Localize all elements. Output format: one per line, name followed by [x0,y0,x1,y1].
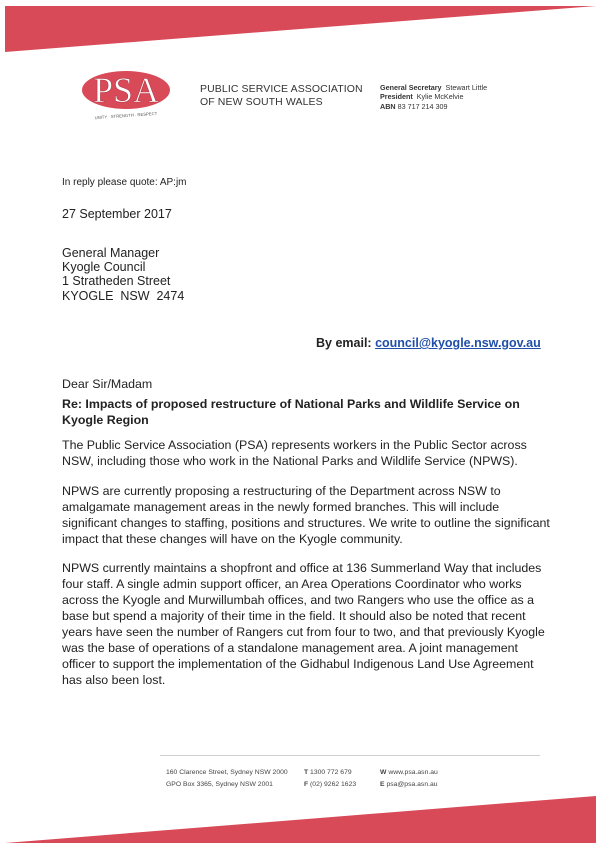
svg-text:PSA: PSA [92,70,160,110]
by-email-line [316,336,541,350]
president: President Kylie McKelvie [380,92,464,102]
subject-line: Re: Impacts of proposed restructure of National Parks and Wildlife Service on Kyogle Region [62,397,520,427]
general-secretary: General Secretary Stewart Little [380,83,488,92]
org-name-line2: OF NEW SOUTH WALES [200,96,323,108]
reference-line: In reply please quote: AP:jm [62,177,187,188]
body-paragraph: NPWS are currently proposing a restructuring of the Department across NSW to amalgamate management areas in the newly formed branches. This will include significant changes to staffing, positions and structures. We write to outline the significant impact that these changes will have on the Kyogle community. [62,484,550,546]
recipient-line: 1 Stratheden Street [62,274,171,289]
officers-block [380,83,487,111]
footer-phone-fax: T 1300 772 679 F (02) 9262 1623 [304,769,357,788]
body-paragraph: The Public Service Association (PSA) represents workers in the Public Sector across NSW, including those who work in the National Parks and Wildlife Service (NPWS). [62,438,527,468]
recipient-line: General Manager [62,246,160,260]
body-paragraph: NPWS currently maintains a shopfront and office at 136 Summerland Way that includes four staff. A single admin support officer, an Area Operations Coordinator who works across the Kyogle and Murwillumbah offices, and two Rangers who use the office as a base but spend a majority of their time in the field. It should also be noted that recent years have seen the number of Rangers cut from four to two, and that previously Kyogle was the base of operations of a standalone management area. A joint management officer to support the implementation of the Gidhabul Indigenous Land Use Agreement has also been lost. [62,561,545,687]
bottom-red-band [0,790,601,850]
org-name-line1: PUBLIC SERVICE ASSOCIATION [200,83,363,95]
footer-fax: (02) 9262 1623 [310,781,357,788]
footer-divider [160,755,540,756]
top-red-band [0,0,601,60]
abn: ABN 83 717 214 309 [380,101,448,111]
psa-logo [78,66,178,122]
footer-address: 160 Clarence Street, Sydney NSW 2000 GPO Box 3365, Sydney NSW 2001 [166,769,288,788]
recipient-email-link[interactable]: council@kyogle.nsw.gov.au [375,336,541,350]
footer-website[interactable]: www.psa.asn.au [388,769,438,776]
recipient-line: KYOGLE NSW 2474 [62,288,185,303]
recipient-line: Kyogle Council [62,260,146,275]
by-email-label: By email: [316,336,372,350]
letter-date: 27 September 2017 [62,207,172,221]
footer-email[interactable]: psa@psa.asn.au [386,781,438,788]
footer-web-email: W www.psa.asn.au E psa@psa.asn.au [380,769,438,788]
organisation-name [200,83,363,109]
svg-text:UNITY · STRENGTH · RESPECT: UNITY · STRENGTH · RESPECT [94,110,158,121]
recipient-address [62,246,184,303]
footer-phone: 1300 772 679 [310,769,352,776]
salutation: Dear Sir/Madam [62,377,153,391]
